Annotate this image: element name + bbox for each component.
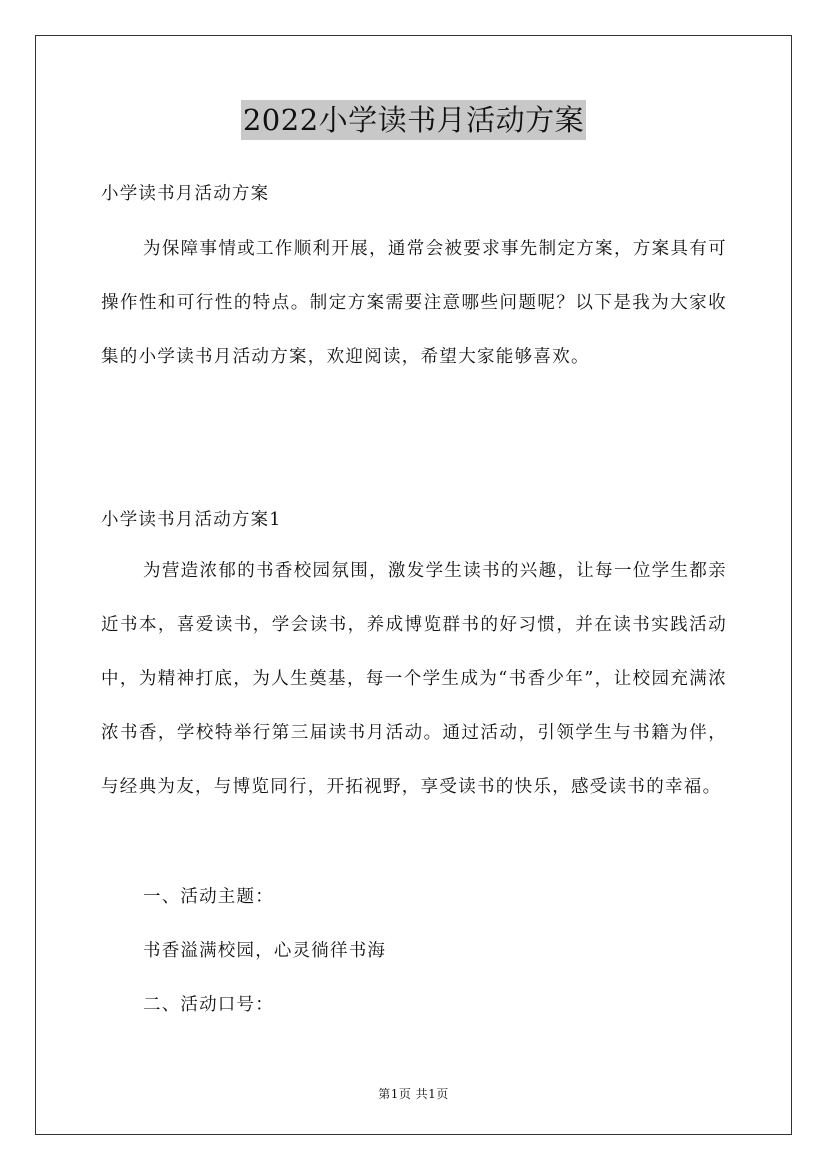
theme-text: 书香溢满校园，心灵徜徉书海 bbox=[143, 941, 387, 961]
document-title bbox=[0, 100, 827, 140]
section-heading-1: 小学读书月活动方案1 bbox=[101, 510, 282, 530]
document-subtitle: 小学读书月活动方案 bbox=[101, 184, 270, 204]
slogan-heading: 二、活动口号： bbox=[143, 995, 274, 1015]
section-1-paragraph: 为营造浓郁的书香校园氛围，激发学生读书的兴趣，让每一位学生都亲近书本，喜爱读书，学会读书，养成博览群书的好习惯，并在读书实践活动中，为精神打底，为人生奠基，每一个学生成为“书香少年”，让校园充满浓浓书香，学校特举行第三届读书月活动。通过活动，引领学生与书籍为伴，与经典为友，与博览同行，开拓视野，享受读书的快乐，感受读书的幸福。 bbox=[101, 561, 727, 797]
intro-paragraph: 为保障事情或工作顺利开展，通常会被要求事先制定方案，方案具有可操作性和可行性的特点。制定方案需要注意哪些问题呢？以下是我为大家收集的小学读书月活动方案，欢迎阅读，希望大家能够喜欢。 bbox=[101, 239, 727, 367]
document-title-text: 2022小学读书月活动方案 bbox=[241, 100, 586, 140]
page-footer: 第1页 共1页 bbox=[378, 1087, 449, 1101]
theme-heading: 一、活动主题： bbox=[143, 887, 274, 907]
